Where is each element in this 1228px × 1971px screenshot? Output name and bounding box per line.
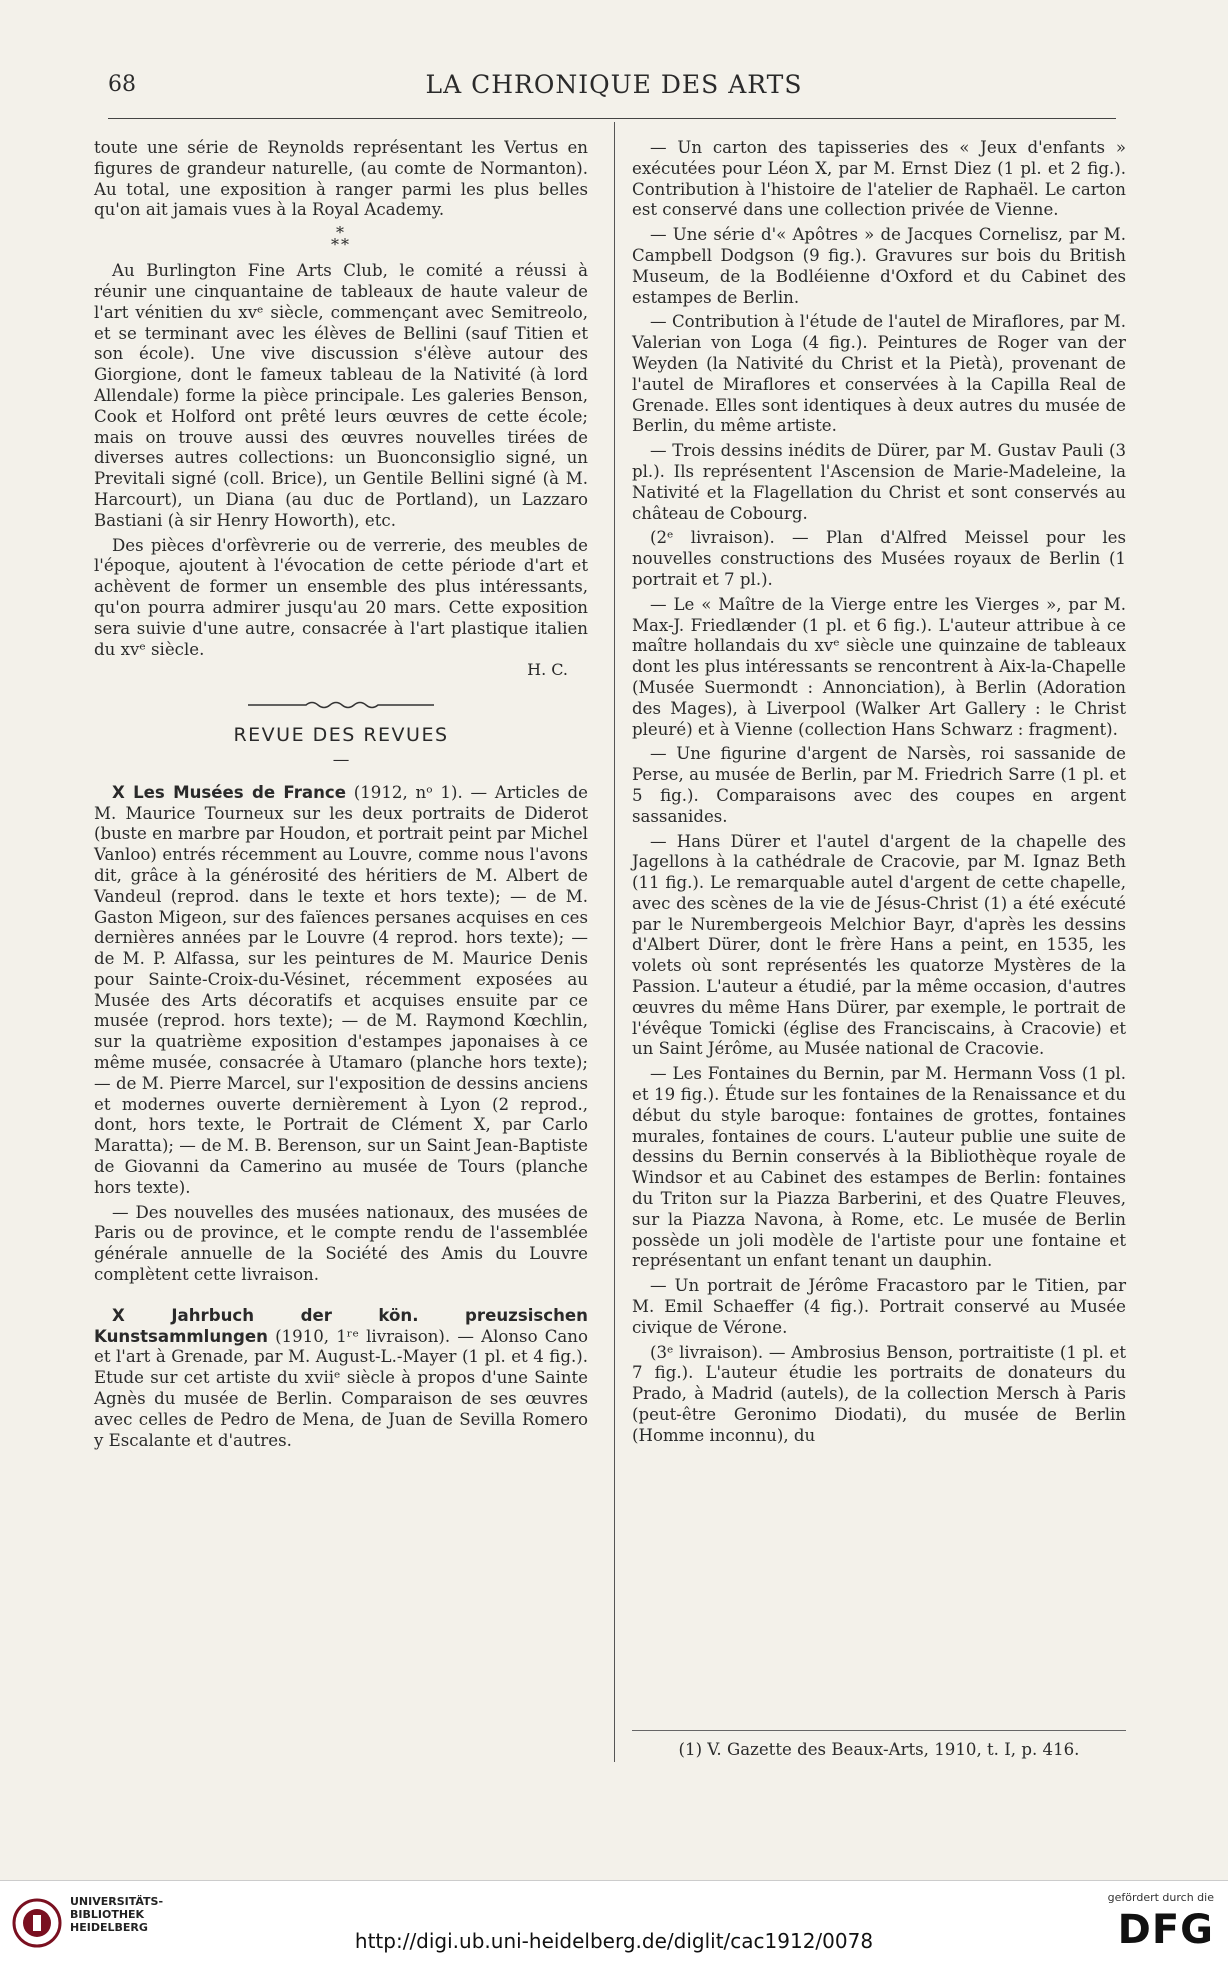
entry-text: (1910, 1ʳᵉ livraison). — Alonso Cano et l'art à Grenade, par M. August-L.-Mayer (1 pl. et 4 fig.). Etude sur cet artiste du xviiᵉ siècle à propos d'une Sainte Agnès du musée de Berlin. Comparaison de ses œuvres avec celles de Pedro de Mena, de Juan de Sevilla Romero y Escalante et d'autres. (94, 1326, 588, 1450)
paragraph: Au Burlington Fine Arts Club, le comité a réussi à réunir une cinquantaine de tableaux de haute valeur de l'art vénitien du xvᵉ siècle, commençant avec Semitreolo, et se terminant avec les élèves de Bellini (sauf Titien et son école). Une vive discussion s'élève autour des Giorgione, dont le fameux tableau de la Nativité (à lord Allendale) forme la pièce principale. Les galeries Benson, Cook et Holford ont prêté leurs œuvres de cette école; mais on trouve aussi des œuvres nouvelles tirées de diverses autres collections: un Buonconsiglio signé, un Previtali signé (coll. Brice), un Gentile Bellini signé (à M. Harcourt), un Diana (au duc de Portland), un Lazzaro Bastiani (à sir Henry Howorth), etc. (94, 261, 588, 530)
header-rule (108, 118, 1116, 119)
section-title: REVUE DES REVUES (233, 724, 449, 747)
section-dash: — (332, 749, 350, 769)
paragraph: — Un portrait de Jérôme Fracastoro par le Titien, par M. Emil Schaeffer (4 fig.). Portrait conservé au Musée civique de Vérone. (632, 1276, 1126, 1337)
paragraph: (2ᵉ livraison). — Plan d'Alfred Meissel pour les nouvelles constructions des Musées royaux de Berlin (1 portrait et 7 pl.). (632, 528, 1126, 589)
institution-name: UNIVERSITÄTS- BIBLIOTHEK HEIDELBERG (70, 1895, 164, 1934)
footnote: (1) V. Gazette des Beaux-Arts, 1910, t. I, p. 416. (678, 1740, 1080, 1759)
left-column (94, 138, 588, 1455)
paragraph: — Des nouvelles des musées nationaux, des musées de Paris ou de province, et le compte rendu de l'assemblée générale annuelle de la Société des Amis du Louvre complètent cette livraison. (94, 1202, 588, 1285)
paragraph: — Les Fontaines du Bernin, par M. Hermann Voss (1 pl. et 19 fig.). Étude sur les fontaines de la Renaissance et du début du style baroque: fontaines de grottes, fontaines murales, fontaines de cours. L'auteur publie une suite de dessins du Bernin conservés à la Bibliothèque royale de Windsor et au Cabinet des estampes de Berlin: fontaines du Triton sur la Piazza Barberini, et des Quatre Fleuves, sur la Piazza Navona, à Rome, etc. Le musée de Berlin possède un joli modèle de l'artiste pour une fontaine et représentant un enfant tenant un dauphin. (632, 1064, 1126, 1271)
paragraph: — Une figurine d'argent de Narsès, roi sassanide de Perse, au musée de Berlin, par M. Friedrich Sarre (1 pl. et 5 fig.). Comparaisons avec des coupes en argent sassanides. (632, 744, 1126, 826)
paragraph: — Hans Dürer et l'autel d'argent de la chapelle des Jagellons à la cathédrale de Cracovie, par M. Ignaz Beth (11 fig.). Le remarquable autel d'argent de cette chapelle, avec des scènes de la vie de Jésus-Christ (1) a été exécuté par le Nurembergeois Melchior Bayr, d'après les dessins d'Albert Dürer, dont le frère Hans a peint, en 1535, les volets où sont représentés les quatorze Mystères de la Passion. L'auteur a étudié, par la même occasion, d'autres œuvres du même Hans Dürer, par exemple, le portrait de l'évêque Tomicki (église des Franciscains, à Cracovie) et un Saint Jérôme, au Musée national de Cracovie. (632, 831, 1126, 1059)
paragraph: — Une série d'« Apôtres » de Jacques Cornelisz, par M. Campbell Dodgson (9 fig.). Gravures sur bois du British Museum, de la Bodléienne d'Oxford et du Cabinet des estampes de Berlin. (632, 225, 1126, 307)
right-column (632, 138, 1126, 1451)
asterism: * ** (331, 223, 351, 255)
paragraph: — Un carton des tapisseries des « Jeux d'enfants » exécutées pour Léon X, par M. Ernst Diez (1 pl. et 2 fig.). Contribution à l'histoire de l'atelier de Raphaël. Le carton est conservé dans une collection privée de Vienne. (632, 138, 1126, 220)
signature: H. C. (527, 660, 568, 680)
ornamental-divider (246, 699, 436, 711)
review-entry (94, 1306, 588, 1452)
paragraph: — Le « Maître de la Vierge entre les Vierges », par M. Max-J. Friedlænder (1 pl. et 6 fig.). L'auteur attribue à ce maître hollandais du xvᵉ siècle une quinzaine de tableaux dont les plus intéressants se rencontrent à Aix-la-Chapelle (Musée Suermondt : Annonciation), à Berlin (Adoration des Mages), à Liverpool (Walker Art Gallery : le Christ pleuré) et à Vienne (collection Hans Schwarz : fragment). (632, 594, 1126, 739)
paragraph: Des pièces d'orfèvrerie ou de verrerie, des meubles de l'époque, ajoutent à l'évocation de cette période d'art et achèvent de former un ensemble des plus intéressants, qu'on pourra admirer jusqu'au 20 mars. Cette exposition sera suivie d'une autre, consacrée à l'art plastique italien du xvᵉ siècle. (94, 535, 588, 659)
page-number: 68 (108, 72, 136, 97)
paragraph: toute une série de Reynolds représentant les Vertus en figures de grandeur naturelle, (au comte de Normanton). Au total, une exposition à ranger parmi les plus belles qu'on ait jamais vues à la Royal Academy. (94, 138, 588, 220)
source-url-link[interactable]: http://digi.ub.uni-heidelberg.de/diglit/cac1912/0078 (354, 1929, 874, 1953)
paragraph: — Contribution à l'étude de l'autel de Miraflores, par M. Valerian von Loga (4 fig.). Peintures de Roger van der Weyden (la Nativité du Christ et la Pietà), provenant de l'autel de Miraflores et conservées à la Capilla Real de Grenade. Elles sont identiques à deux autres du musée de Berlin, du même artiste. (632, 312, 1126, 436)
entry-heading: X Les Musées de France (112, 782, 346, 802)
review-entry (94, 783, 588, 1199)
running-title: LA CHRONIQUE DES ARTS (425, 70, 803, 99)
column-divider (614, 122, 615, 1762)
digitization-footer (0, 1880, 1228, 1971)
dfg-logo: DFG (1117, 1907, 1214, 1953)
funded-by-label: gefördert durch die (1107, 1891, 1214, 1904)
footnote-rule (632, 1730, 1126, 1731)
paragraph: (3ᵉ livraison). — Ambrosius Benson, portraitiste (1 pl. et 7 fig.). L'auteur étudie les portraits de donateurs du Prado, à Madrid (autels), de la collection Mersch à Paris (peut-être Geronimo Diodati), du musée de Berlin (Homme inconnu), du (632, 1342, 1126, 1445)
entry-heading: X Jahrbuch der kön. preuzsischen Kunstsammlungen (94, 1305, 588, 1346)
paragraph: — Trois dessins inédits de Dürer, par M. Gustav Pauli (3 pl.). Ils représentent l'Ascension de Marie-Madeleine, la Nativité et la Flagellation du Christ et sont conservés au château de Cobourg. (632, 441, 1126, 523)
entry-text: (1912, nᵒ 1). — Articles de M. Maurice Tourneux sur les deux portraits de Diderot (buste en marbre par Houdon, et portrait peint par Michel Vanloo) entrés récemment au Louvre, comme nous l'avons dit, grâce à la générosité des héritiers de M. Albert de Vandeul (reprod. dans le texte et hors texte); — de M. Gaston Migeon, sur des faïences persanes acquises en ces dernières années par le Louvre (4 reprod. hors texte); — de M. P. Alfassa, sur les peintures de M. Maurice Denis pour Sainte-Croix-du-Vésinet, récemment exposées au Musée des Arts décoratifs et acquises ensuite par ce musée (reprod. hors texte); — de M. Raymond Kœchlin, sur la quatrième exposition d'estampes japonaises à ce même musée, consacrée à Utamaro (planche hors texte); — de M. Pierre Marcel, sur l'exposition de dessins anciens et modernes ouverte dernièrement à Lyon (2 reprod., dont, hors texte, le Portrait de Clément X, par Carlo Maratta); — de M. B. Berenson, sur un Saint Jean-Baptiste de Giovanni da Camerino au musée de Tours (planche hors texte). (94, 782, 588, 1197)
